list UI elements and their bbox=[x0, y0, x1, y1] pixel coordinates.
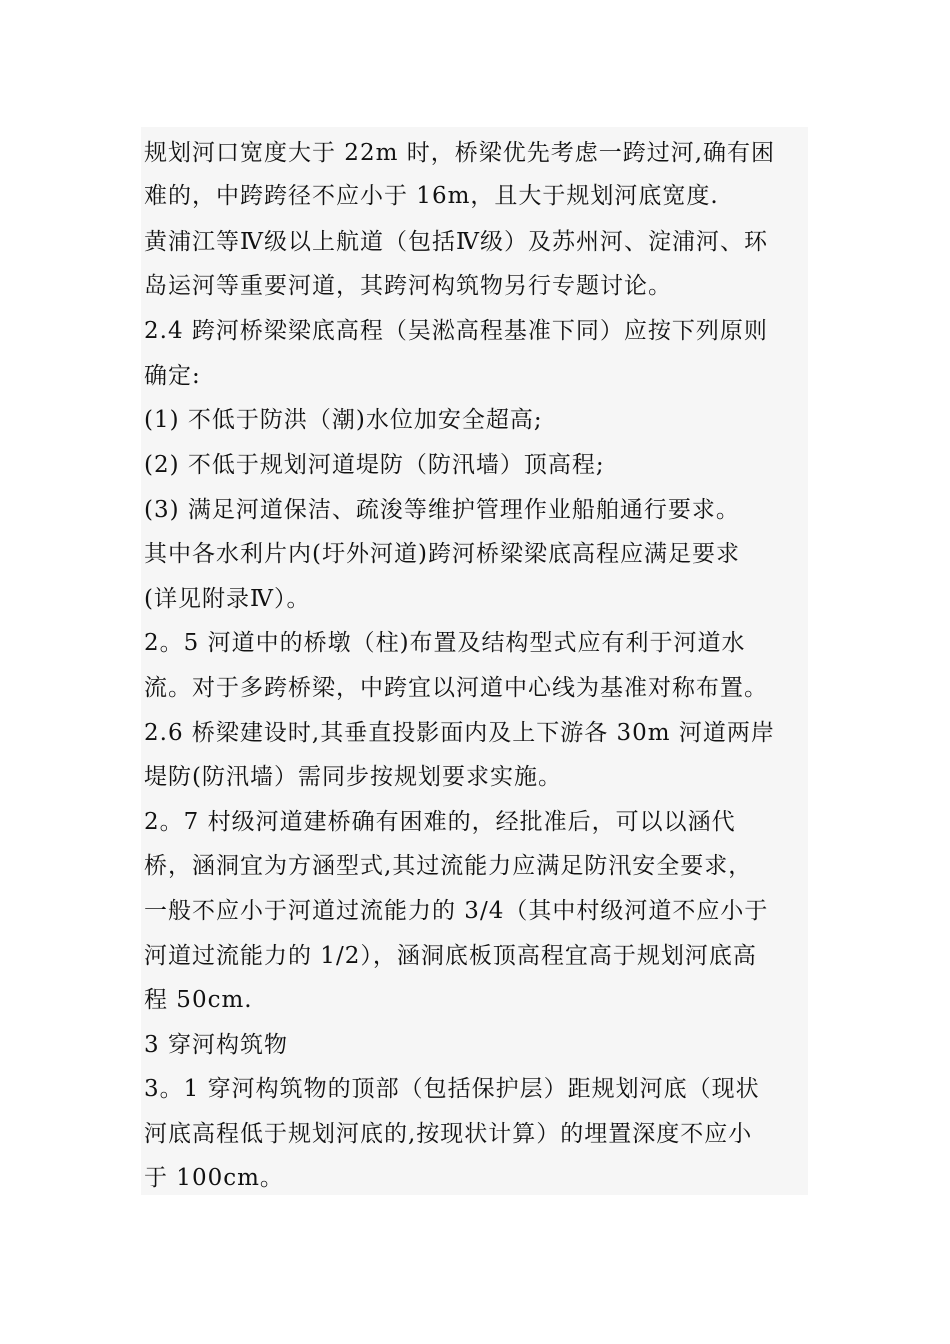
text-line: 难的，中跨跨径不应小于 16m，且大于规划河底宽度. bbox=[144, 183, 719, 209]
text-line: 3。1 穿河构筑物的顶部（包括保护层）距规划河底（现状 bbox=[144, 1076, 760, 1102]
text-line: 河道过流能力的 1/2），涵洞底板顶高程宜高于规划河底高 bbox=[144, 943, 757, 969]
text-line: 于 100cm。 bbox=[144, 1165, 284, 1191]
text-line: 2。5 河道中的桥墩（柱)布置及结构型式应有利于河道水 bbox=[144, 630, 746, 656]
text-line: 岛运河等重要河道，其跨河构筑物另行专题讨论。 bbox=[144, 273, 672, 299]
text-line: 桥，涵洞宜为方涵型式,其过流能力应满足防汛安全要求， bbox=[144, 853, 753, 879]
text-line: 黄浦江等Ⅳ级以上航道（包括Ⅳ级）及苏州河、淀浦河、环 bbox=[144, 229, 768, 255]
section-heading: 3 穿河构筑物 bbox=[144, 1032, 288, 1058]
text-line: (2) 不低于规划河道堤防（防汛墙）顶高程; bbox=[144, 452, 605, 478]
text-line: 程 50cm. bbox=[144, 987, 253, 1013]
text-line: 2.4 跨河桥梁梁底高程（吴淞高程基准下同）应按下列原则 bbox=[144, 318, 768, 344]
text-line: 一般不应小于河道过流能力的 3/4（其中村级河道不应小于 bbox=[144, 898, 769, 924]
text-line: 堤防(防汛墙）需同步按规划要求实施。 bbox=[144, 764, 562, 790]
text-line: (详见附录Ⅳ）。 bbox=[144, 586, 311, 612]
text-line: 其中各水利片内(圩外河道)跨河桥梁梁底高程应满足要求 bbox=[144, 541, 740, 567]
text-line: 2。7 村级河道建桥确有困难的，经批准后，可以以涵代 bbox=[144, 809, 736, 835]
text-line: (3) 满足河道保洁、疏浚等维护管理作业船舶通行要求。 bbox=[144, 497, 740, 523]
document-text-block bbox=[141, 127, 808, 1195]
text-line: 2.6 桥梁建设时,其垂直投影面内及上下游各 30m 河道两岸 bbox=[144, 720, 775, 746]
text-line: 流。对于多跨桥梁，中跨宜以河道中心线为基准对称布置。 bbox=[144, 675, 768, 701]
text-line: 规划河口宽度大于 22m 时，桥梁优先考虑一跨过河,确有困 bbox=[144, 140, 776, 166]
text-line: 河底高程低于规划河底的,按现状计算）的埋置深度不应小 bbox=[144, 1121, 753, 1147]
text-line: (1) 不低于防洪（潮)水位加安全超高; bbox=[144, 407, 543, 433]
text-line: 确定: bbox=[144, 363, 201, 389]
